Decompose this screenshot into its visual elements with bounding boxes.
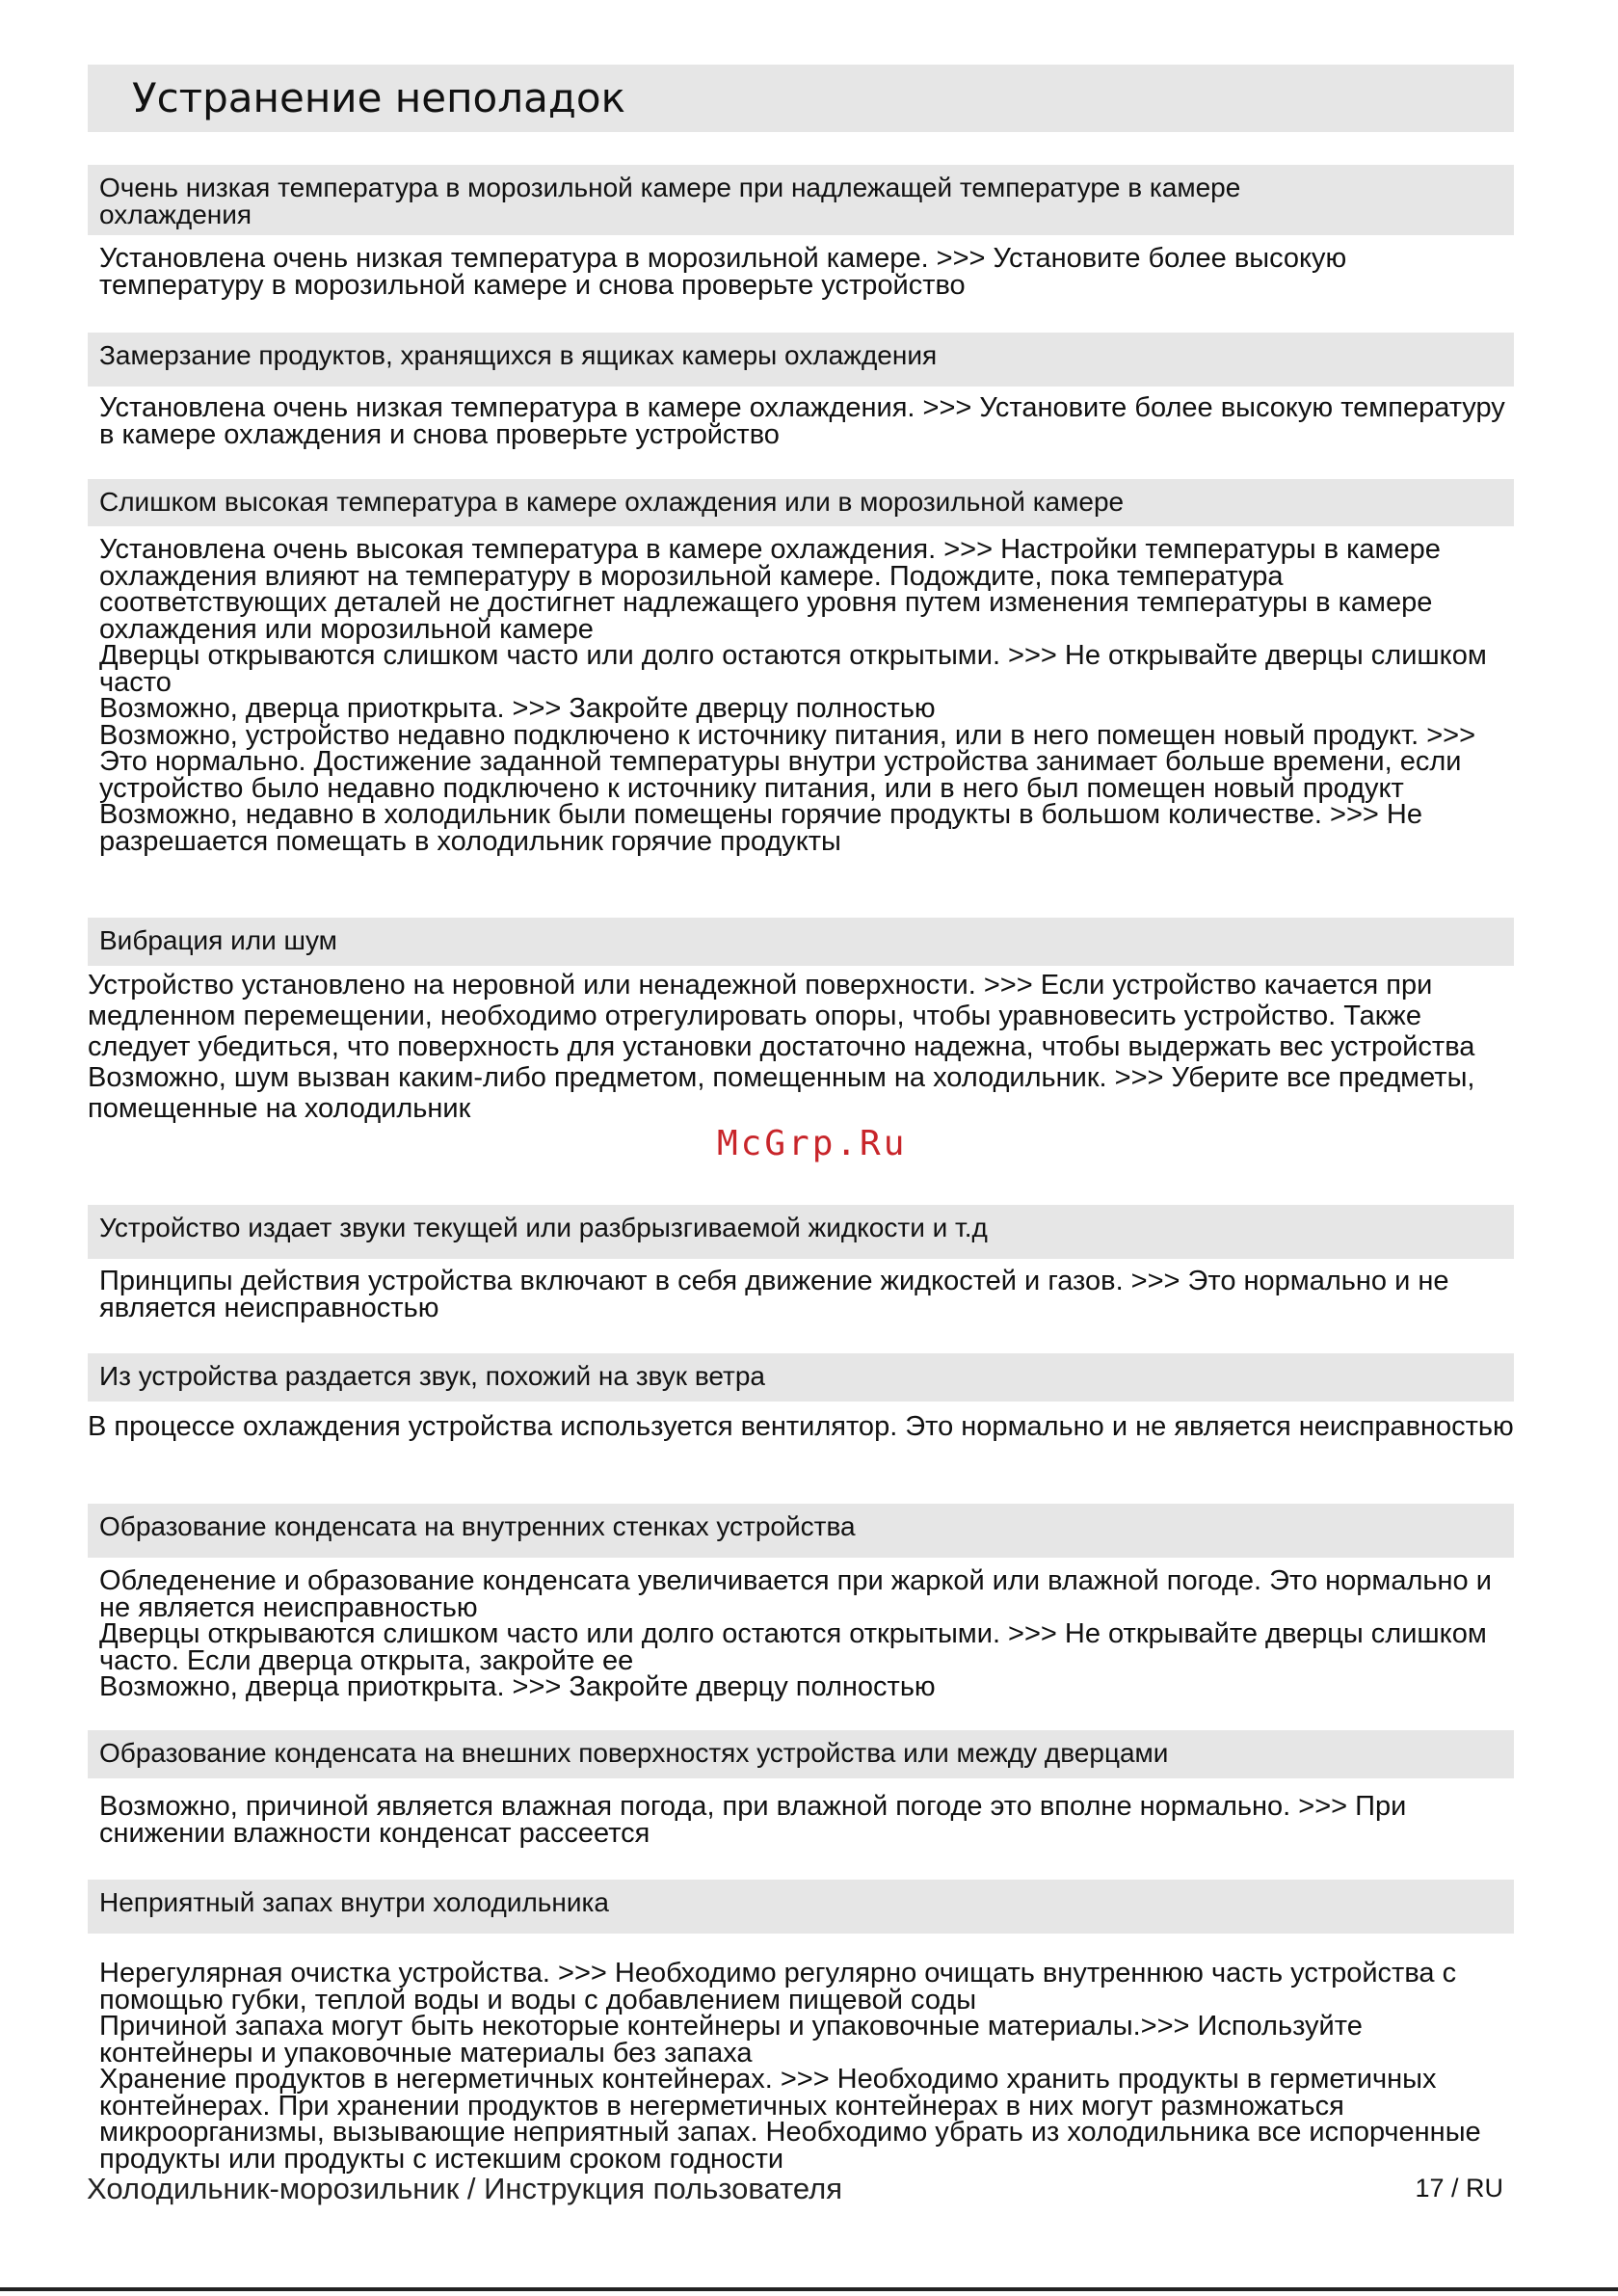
heading-text: Устройство издает звуки текущей или разбрызгиваемой жидкости и т.д [99, 1213, 988, 1242]
heading-text: Образование конденсата на внутренних стенках устройства [99, 1511, 856, 1541]
heading-text: Замерзание продуктов, хранящихся в ящиках камеры охлаждения [99, 340, 938, 370]
section-body [99, 1565, 1506, 1702]
section-body [99, 1958, 1506, 2175]
section-heading [88, 1730, 1514, 1778]
section-body [99, 392, 1506, 450]
page-number: 17 / RU [1415, 2174, 1503, 2203]
body-line: Возможно, шум вызван каким-либо предметом, помещенным на холодильник. >>> Уберите все предметы, помещенные на холодильник [88, 1062, 1475, 1124]
body-line: Установлена очень высокая температура в камере охлаждения. >>> Настройки температуры в камере охлаждения влияют на температуру в морозильной камере. Подождите, пока температура соответствующих деталей не достигнет надлежащего уровня путем изменения температуры в камере охлаждения или морозильной камере [99, 534, 1441, 645]
section-body [99, 1791, 1506, 1849]
section-body [88, 970, 1514, 1124]
body-line: Возможно, дверца приоткрыта. >>> Закройте дверцу полностью [99, 693, 936, 724]
body-line: Устройство установлено на неровной или ненадежной поверхности. >>> Если устройство качается при медленном перемещении, необходимо отрегулировать опоры, чтобы уравновесить устройство. Также следует убедиться, что поверхность для установки достаточно надежна, чтобы выдержать вес устройства [88, 970, 1475, 1062]
body-line: Возможно, недавно в холодильник были помещены горячие продукты в большом количестве. >>> Не разрешается помещать в холодильник горячие продукты [99, 799, 1422, 857]
section-heading [88, 1504, 1514, 1558]
heading-text: Неприятный запах внутри холодильника [99, 1887, 609, 1917]
section-body [99, 534, 1506, 857]
heading-text: Очень низкая температура в морозильной камере при надлежащей температуре в камере охлаждения [99, 173, 1241, 229]
section-body [99, 243, 1506, 301]
section-heading [88, 1880, 1514, 1934]
body-line: Принципы действия устройства включают в себя движение жидкостей и газов. >>> Это нормально и не является неисправностью [99, 1266, 1449, 1323]
heading-text: Образование конденсата на внешних поверхностях устройства или между дверцами [99, 1738, 1169, 1768]
body-line: Хранение продуктов в негерметичных контейнерах. >>> Необходимо хранить продукты в герметичных контейнерах. При хранении продуктов в негерметичных контейнерах в них могут размножаться микроорганизмы, вызывающие неприятный запах. Необходимо убрать из холодильника все испорченные продукты или продукты с истекшим сроком годности [99, 2064, 1481, 2175]
section-heading [88, 1353, 1514, 1402]
body-line: Нерегулярная очистка устройства. >>> Необходимо регулярно очищать внутреннюю часть устройства с помощью губки, теплой воды и воды с добавлением пищевой соды [99, 1958, 1457, 2016]
section-heading [88, 333, 1514, 387]
section-body [99, 1268, 1506, 1322]
section-heading [88, 165, 1514, 235]
page-title: Устранение неполадок [132, 74, 625, 121]
body-line: В процессе охлаждения устройства используется вентилятор. Это нормально и не является неисправностью [88, 1411, 1514, 1442]
section-heading [88, 1205, 1514, 1259]
heading-text: Вибрация или шум [99, 925, 337, 955]
body-line: Обледенение и образование конденсата увеличивается при жаркой или влажной погоде. Это нормально и не является неисправностью [99, 1565, 1492, 1623]
body-line: Дверцы открываются слишком часто или долго остаются открытыми. >>> Не открывайте дверцы слишком часто. Если дверца открыта, закройте ее [99, 1618, 1487, 1676]
bottom-rule [0, 2287, 1618, 2291]
section-body [88, 1411, 1514, 1442]
section-heading [88, 918, 1514, 966]
body-line: Установлена очень низкая температура в камере охлаждения. >>> Установите более высокую температуру в камере охлаждения и снова проверьте устройство [99, 392, 1505, 450]
watermark: McGrp.Ru [717, 1124, 908, 1163]
body-line: Дверцы открываются слишком часто или долго остаются открытыми. >>> Не открывайте дверцы слишком часто [99, 640, 1487, 698]
body-line: Установлена очень низкая температура в морозильной камере. >>> Установите более высокую температуру в морозильной камере и снова проверьте устройство [99, 243, 1347, 301]
body-line: Возможно, устройство недавно подключено к источнику питания, или в него помещен новый продукт. >>> Это нормально. Достижение заданной температуры внутри устройства занимает больше времени, если устройство было недавно подключено к источнику питания, или в него был помещен новый продукт [99, 719, 1476, 804]
footer-title: Холодильник-морозильник / Инструкция пользователя [87, 2172, 842, 2205]
body-line: Причиной запаха могут быть некоторые контейнеры и упаковочные материалы.>>> Используйте контейнеры и упаковочные материалы без запаха [99, 2011, 1363, 2069]
body-line: Возможно, дверца приоткрыта. >>> Закройте дверцу полностью [99, 1671, 936, 1702]
page-title-bar [88, 65, 1514, 132]
heading-text: Из устройства раздается звук, похожий на звук ветра [99, 1361, 766, 1391]
body-line: Возможно, причиной является влажная погода, при влажной погоде это вполне нормально. >>> При снижении влажности конденсат рассеется [99, 1791, 1407, 1849]
heading-text: Слишком высокая температура в камере охлаждения или в морозильной камере [99, 487, 1125, 517]
section-heading [88, 479, 1514, 526]
